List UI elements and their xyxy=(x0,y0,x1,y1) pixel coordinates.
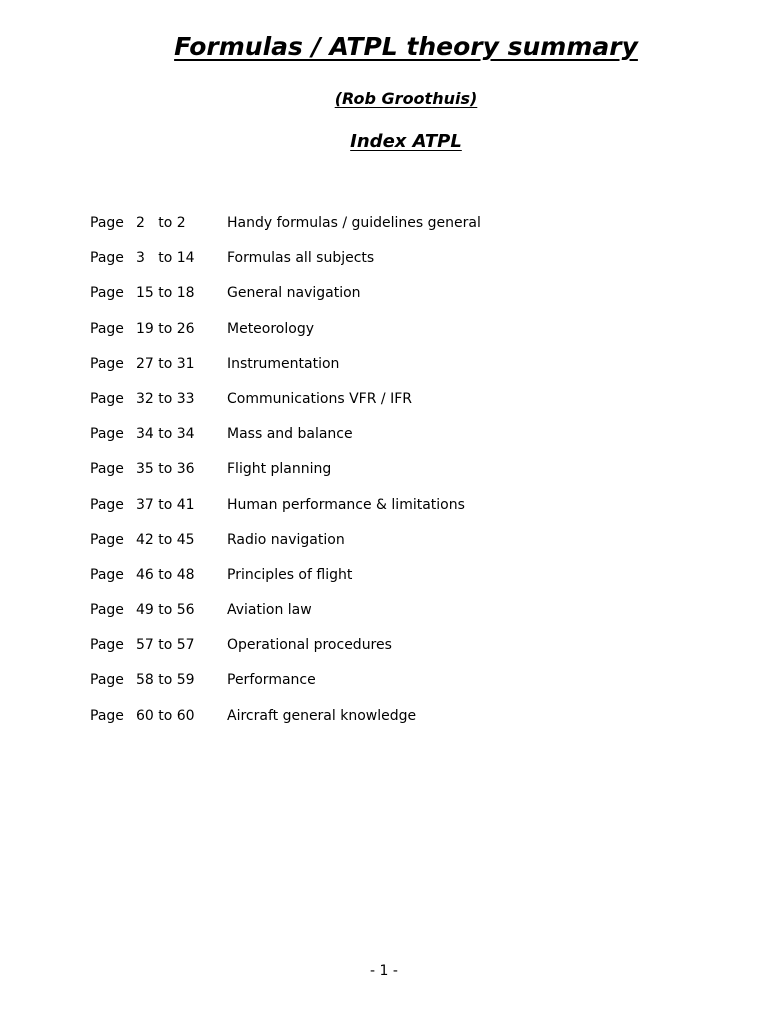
index-heading: Index ATPL xyxy=(350,131,462,152)
index-page-label: Page xyxy=(90,390,124,407)
index-page-label: Page xyxy=(90,602,124,619)
index-page-label: Page xyxy=(90,250,124,267)
index-page-label: Page xyxy=(90,496,124,513)
index-row xyxy=(90,564,690,599)
index-row xyxy=(90,669,690,704)
index-page-label: Page xyxy=(90,531,124,548)
index-page-range: 3 to 14 xyxy=(136,250,195,267)
index-subject: Radio navigation xyxy=(227,531,345,548)
index-page-label: Page xyxy=(90,461,124,478)
document-title: Formulas / ATPL theory summary xyxy=(174,32,638,61)
page-number: - 1 - xyxy=(370,963,398,979)
index-subject: Flight planning xyxy=(227,461,332,478)
index-page-label: Page xyxy=(90,285,124,302)
index-row xyxy=(90,423,690,458)
index-page-range: 19 to 26 xyxy=(136,320,195,337)
index-page-range: 35 to 36 xyxy=(136,461,195,478)
index-page-range: 49 to 56 xyxy=(136,602,195,619)
index-subject: Human performance & limitations xyxy=(227,496,465,513)
index-page-range: 58 to 59 xyxy=(136,672,195,689)
index-page-label: Page xyxy=(90,637,124,654)
index-page-range: 32 to 33 xyxy=(136,390,195,407)
index-subject: Communications VFR / IFR xyxy=(227,390,412,407)
index-row xyxy=(90,494,690,529)
index-row xyxy=(90,634,690,669)
index-row xyxy=(90,212,690,247)
index-page-label: Page xyxy=(90,566,124,583)
index-page-range: 57 to 57 xyxy=(136,637,195,654)
index-row xyxy=(90,388,690,423)
index-page-range: 15 to 18 xyxy=(136,285,195,302)
index-subject: Performance xyxy=(227,672,316,689)
index-subject: Aircraft general knowledge xyxy=(227,707,417,724)
index-row xyxy=(90,529,690,564)
index-page-range: 27 to 31 xyxy=(136,355,195,372)
index-subject: Instrumentation xyxy=(227,355,340,372)
index-page-label: Page xyxy=(90,672,124,689)
index-subject: Handy formulas / guidelines general xyxy=(227,215,481,231)
index-page-range: 37 to 41 xyxy=(136,496,195,513)
index-row xyxy=(90,458,690,493)
index-page-range: 46 to 48 xyxy=(136,566,195,583)
index-row xyxy=(90,318,690,353)
index-page-range: 42 to 45 xyxy=(136,531,195,548)
index-page-range: 2 to 2 xyxy=(136,215,186,231)
index-page-label: Page xyxy=(90,426,124,443)
index-subject: Operational procedures xyxy=(227,637,392,654)
index-row xyxy=(90,353,690,388)
index-row xyxy=(90,599,690,634)
index-subject: Principles of flight xyxy=(227,566,353,583)
index-subject: Meteorology xyxy=(227,320,315,337)
document-author: (Rob Groothuis) xyxy=(334,89,478,108)
index-page-label: Page xyxy=(90,707,124,724)
index-row xyxy=(90,705,690,740)
index-page-label: Page xyxy=(90,215,124,231)
index-row xyxy=(90,247,690,282)
index-page-range: 60 to 60 xyxy=(136,707,195,724)
index-page-label: Page xyxy=(90,320,124,337)
index-list xyxy=(90,212,690,740)
index-row xyxy=(90,282,690,317)
index-subject: General navigation xyxy=(227,285,361,302)
index-page-label: Page xyxy=(90,355,124,372)
index-subject: Mass and balance xyxy=(227,426,353,443)
index-page-range: 34 to 34 xyxy=(136,426,195,443)
index-subject: Formulas all subjects xyxy=(227,250,375,267)
index-subject: Aviation law xyxy=(227,602,312,619)
